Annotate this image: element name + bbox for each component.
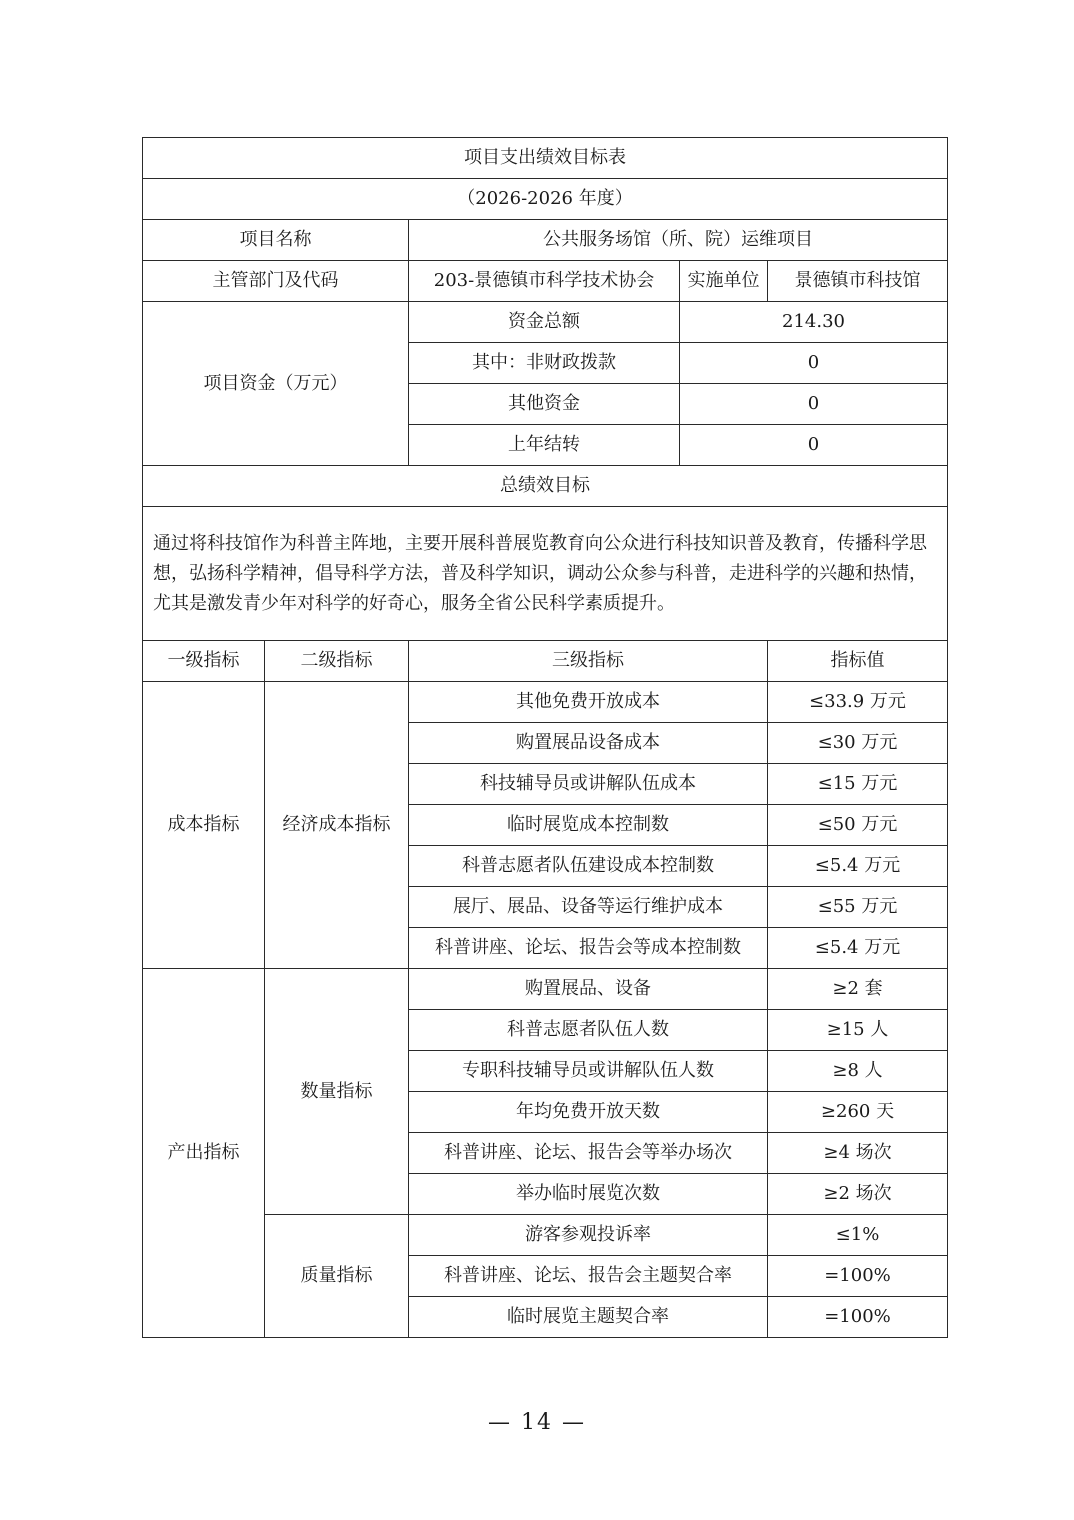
indicator-value: ≤55 万元: [768, 887, 948, 928]
table-year: （2026-2026 年度）: [143, 179, 948, 220]
indicator-value: ≤30 万元: [768, 723, 948, 764]
goal-text: 通过将科技馆作为科普主阵地，主要开展科普展览教育向公众进行科技知识普及教育，传播科学思想，弘扬科学精神，倡导科学方法，普及科学知识，调动公众参与科普，走进科学的兴趣和热情，尤其是激发青少年对科学的好奇心，服务全省公民科学素质提升。: [143, 507, 948, 641]
header-level1: 一级指标: [143, 641, 265, 682]
indicator-name: 科技辅导员或讲解队伍成本: [409, 764, 768, 805]
funds-label: 项目资金（万元）: [143, 302, 409, 466]
indicator-name: 购置展品设备成本: [409, 723, 768, 764]
indicator-name: 科普志愿者队伍人数: [409, 1010, 768, 1051]
indicator-value: ≥2 场次: [768, 1174, 948, 1215]
header-level3: 三级指标: [409, 641, 768, 682]
header-value: 指标值: [768, 641, 948, 682]
indicator-value: ≥260 天: [768, 1092, 948, 1133]
indicator-value: ≤33.9 万元: [768, 682, 948, 723]
indicator-name: 展厅、展品、设备等运行维护成本: [409, 887, 768, 928]
indicator-value: =100%: [768, 1256, 948, 1297]
cost-level2: 经济成本指标: [265, 682, 409, 969]
goal-label: 总绩效目标: [143, 466, 948, 507]
indicator-name: 年均免费开放天数: [409, 1092, 768, 1133]
indicator-name: 科普讲座、论坛、报告会等成本控制数: [409, 928, 768, 969]
indicator-name: 专职科技辅导员或讲解队伍人数: [409, 1051, 768, 1092]
indicator-name: 科普志愿者队伍建设成本控制数: [409, 846, 768, 887]
indicator-value: ≥8 人: [768, 1051, 948, 1092]
indicator-name: 游客参观投诉率: [409, 1215, 768, 1256]
project-name-label: 项目名称: [143, 220, 409, 261]
funds-item-value: 214.30: [680, 302, 948, 343]
indicator-name: 其他免费开放成本: [409, 682, 768, 723]
dept-label: 主管部门及代码: [143, 261, 409, 302]
project-name-value: 公共服务场馆（所、院）运维项目: [409, 220, 948, 261]
project-name-row: [143, 220, 948, 261]
indicator-name: 临时展览主题契合率: [409, 1297, 768, 1338]
year-row: [143, 179, 948, 220]
funds-item-label: 其他资金: [409, 384, 680, 425]
quantity-level2: 数量指标: [265, 969, 409, 1215]
quality-level2: 质量指标: [265, 1215, 409, 1338]
impl-label: 实施单位: [680, 261, 768, 302]
indicator-value: ≤5.4 万元: [768, 928, 948, 969]
performance-target-table: [142, 137, 948, 1338]
table-row: [143, 682, 948, 723]
dept-row: [143, 261, 948, 302]
indicator-value: =100%: [768, 1297, 948, 1338]
indicator-value: ≤50 万元: [768, 805, 948, 846]
indicator-name: 科普讲座、论坛、报告会主题契合率: [409, 1256, 768, 1297]
funds-item-label: 其中：非财政拨款: [409, 343, 680, 384]
funds-item-value: 0: [680, 384, 948, 425]
indicator-value: ≥15 人: [768, 1010, 948, 1051]
title-row: [143, 138, 948, 179]
dept-value: 203-景德镇市科学技术协会: [409, 261, 680, 302]
funds-item-label: 上年结转: [409, 425, 680, 466]
indicator-value: ≤1%: [768, 1215, 948, 1256]
indicator-name: 科普讲座、论坛、报告会等举办场次: [409, 1133, 768, 1174]
cost-level1: 成本指标: [143, 682, 265, 969]
indicator-value: ≥2 套: [768, 969, 948, 1010]
indicator-value: ≤5.4 万元: [768, 846, 948, 887]
indicator-name: 购置展品、设备: [409, 969, 768, 1010]
impl-value: 景德镇市科技馆: [768, 261, 948, 302]
funds-item-value: 0: [680, 343, 948, 384]
indicator-name: 举办临时展览次数: [409, 1174, 768, 1215]
goal-text-row: [143, 507, 948, 641]
funds-item-value: 0: [680, 425, 948, 466]
goal-label-row: [143, 466, 948, 507]
indicator-value: ≤15 万元: [768, 764, 948, 805]
indicator-value: ≥4 场次: [768, 1133, 948, 1174]
table-title: 项目支出绩效目标表: [143, 138, 948, 179]
funds-item-label: 资金总额: [409, 302, 680, 343]
indicator-name: 临时展览成本控制数: [409, 805, 768, 846]
table-row: [143, 969, 948, 1010]
header-level2: 二级指标: [265, 641, 409, 682]
indicator-header-row: [143, 641, 948, 682]
funds-row: [143, 302, 948, 343]
output-level1: 产出指标: [143, 969, 265, 1338]
page-number: — 14 —: [488, 1410, 586, 1435]
